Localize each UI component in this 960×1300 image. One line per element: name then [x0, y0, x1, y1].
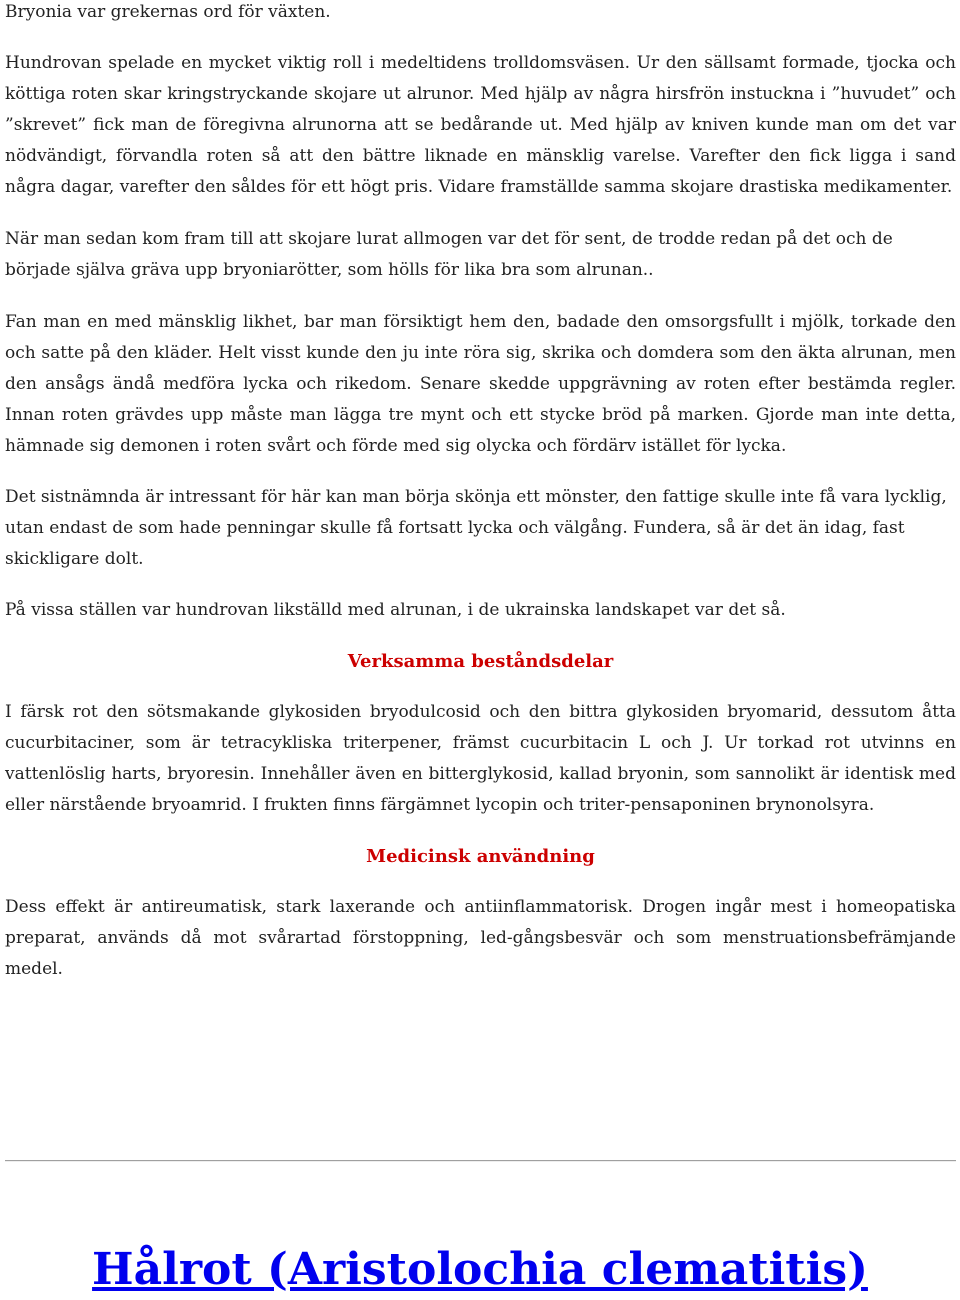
horizontal-divider: [5, 1160, 956, 1162]
regional-paragraph: På vissa ställen var hundrovan likställd med alrunan, i de ukrainska landskapet var det så.: [5, 600, 786, 620]
article-body: [5, 0, 956, 985]
constituents-paragraph: I färsk rot den sötsmakande glykosiden bryodulcosid och den bittra glykosiden bryomarid, dessutom åtta cucurbitaciner, som är tetracykliska triterpener, främst cucurbitacin L och J. Ur torkad rot utvinns en vattenlöslig harts, bryoresin. Innehåller även en bitterglykosid, kallad bryonin, som sannolikt är identisk med eller närstående bryoamrid. I frukten finns färgämnet lycopin och triter-pensaponinen brynonolsyra.: [5, 702, 956, 815]
section-heading-medicinal-use: Medicinsk användning: [366, 846, 595, 867]
history-paragraph: Hundrovan spelade en mycket viktig roll i medeltidens trolldomsväsen. Ur den sällsamt formade, tjocka och köttiga roten skar kringstryckande skojare ut alrunor. Med hjälp av några hirsfrön instuckna i ”huvudet” och ”skrevet” fick man de föregivna alrunorna att se bedårande ut. Med hjälp av kniven kunde man om det var nödvändigt, förvandla roten så att den bättre liknade en mänsklig varelse. Varefter den fick ligga i sand några dagar, varefter den såldes för ett högt pris. Vidare framställde samma skojare drastiska medikamenter.: [5, 53, 956, 197]
section-heading-constituents: Verksamma beståndsdelar: [347, 651, 614, 672]
intro-paragraph: Bryonia var grekernas ord för växten.: [5, 2, 331, 22]
reflection-paragraph: Det sistnämnda är intressant för här kan man börja skönja ett mönster, den fattige skulle inte få vara lycklig, utan endast de som hade penningar skulle få fortsatt lycka och välgång. Fundera, så är det än idag, fast skickligare dolt.: [5, 487, 947, 569]
ritual-paragraph: Fan man en med mänsklig likhet, bar man försiktigt hem den, badade den omsorgsfullt i mjölk, torkade den och satte på den kläder. Helt visst kunde den ju inte röra sig, skrika och domdera som den äkta alrunan, men den ansågs ändå medföra lycka och rikedom. Senare skedde uppgrävning av roten efter bestämda regler. Innan roten grävdes upp måste man lägga tre mynt och ett stycke bröd på marken. Gjorde man inte detta, hämnade sig demonen i roten svårt och förde med sig olycka och fördärv istället för lycka.: [5, 312, 956, 456]
medicinal-use-paragraph: Dess effekt är antireumatisk, stark laxerande och antiinflammatorisk. Drogen ingår mest i homeopatiska preparat, används då mot svårartad förstoppning, led-gångsbesvär och som menstruationsbefrämjande medel.: [5, 897, 956, 979]
folk-belief-paragraph: När man sedan kom fram till att skojare lurat allmogen var det för sent, de trodde redan på det och de började själva gräva upp bryoniarötter, som hölls för lika bra som alrunan..: [5, 229, 893, 280]
next-section-title-link[interactable]: Hålrot (Aristolochia clematitis): [92, 1244, 868, 1295]
